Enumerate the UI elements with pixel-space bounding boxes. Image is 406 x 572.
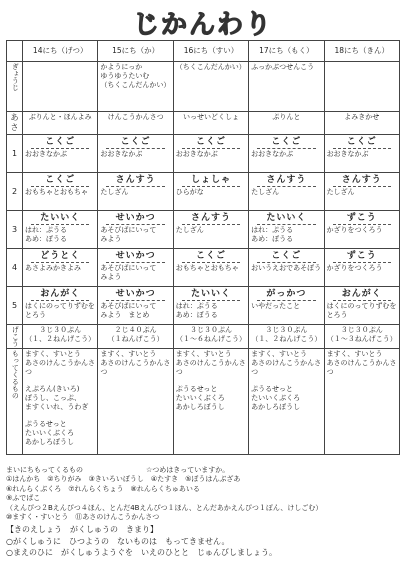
items-cell: ますく、すいとう あさのけんこうかんさつ ぷうるせっと たいいくぶくろ あかしろぼうし bbox=[249, 349, 324, 455]
lesson-subject: たいいく bbox=[31, 213, 89, 225]
lesson-detail: おおきなかぶ bbox=[251, 150, 294, 159]
lesson-subject: ずこう bbox=[333, 251, 391, 263]
page-title: じかんわり bbox=[132, 10, 273, 40]
lesson-subject: せいかつ bbox=[106, 213, 164, 225]
items-cell: ますく、すいとう あさのけんこうかんさつ ぷうるせっと たいいくぶくろ あかしろぼうし bbox=[173, 349, 248, 455]
lesson-subject: しょしゃ bbox=[182, 175, 240, 187]
lesson-cell bbox=[23, 249, 98, 287]
lesson-subject: こくご bbox=[31, 137, 89, 149]
lesson-subject: こくご bbox=[257, 137, 315, 149]
lesson-detail: おもちゃとおもちゃ bbox=[25, 188, 88, 197]
events-cell: ふっかぶつせんこう bbox=[249, 62, 324, 112]
lesson-cell bbox=[173, 135, 248, 173]
header-day-wed: 16にち（すい） bbox=[173, 41, 248, 62]
lesson-detail: あめ：ぼうる bbox=[175, 311, 218, 319]
periods-body bbox=[7, 135, 400, 325]
lesson-subject: たいいく bbox=[182, 289, 240, 301]
lesson-subject: こくご bbox=[182, 137, 240, 149]
lesson-subject: さんすう bbox=[257, 175, 315, 187]
lesson-detail: はれ：ぷうる bbox=[25, 226, 67, 235]
lesson-detail: みよう bbox=[100, 235, 122, 243]
items-row bbox=[7, 349, 400, 455]
lesson-subject: どうとく bbox=[31, 251, 89, 263]
dismissal-cell: ３じ３０ぷん （１、２ねんげこう） bbox=[23, 325, 98, 349]
lesson-cell bbox=[173, 211, 248, 249]
lesson-cell bbox=[249, 135, 324, 173]
lesson-detail: はくにのってりずむをとろう bbox=[25, 302, 95, 319]
lesson-detail: ひらがな bbox=[175, 188, 204, 197]
items-cell: ますく、すいとう あさのけんこうかんさつ bbox=[324, 349, 399, 455]
rules-heading: 【きのえしょう がくしゅうの きまり】 bbox=[6, 525, 158, 534]
lesson-cell bbox=[249, 173, 324, 211]
lesson-cell bbox=[98, 249, 173, 287]
rule-line: ○がくしゅうに ひつようの ないものは もってきません。 bbox=[6, 536, 230, 546]
period-number: 5 bbox=[7, 287, 23, 325]
daily-items-notes bbox=[6, 466, 400, 523]
lesson-cell bbox=[173, 249, 248, 287]
header-day-tue: 15にち（か） bbox=[98, 41, 173, 62]
lesson-subject: こくご bbox=[182, 251, 240, 263]
note-line: ①はんかち ②ちりがみ ③きいろいぼうし ④たすき ⑤ぼうはんぶざあ bbox=[6, 475, 241, 484]
lesson-cell bbox=[23, 211, 98, 249]
lesson-cell bbox=[249, 211, 324, 249]
lesson-cell bbox=[23, 135, 98, 173]
items-cell: ますく、すいとう あさのけんこうかんさつ bbox=[98, 349, 173, 455]
events-cell bbox=[23, 62, 98, 112]
morning-cell: よみきかせ bbox=[324, 112, 399, 135]
lesson-detail: たしざん bbox=[175, 226, 204, 235]
lesson-subject: こくご bbox=[106, 137, 164, 149]
lesson-cell bbox=[324, 287, 399, 325]
lesson-subject: こくご bbox=[31, 175, 89, 187]
lesson-detail: あめ：ぼうる bbox=[25, 235, 67, 243]
lesson-detail: はれ：ぷうる bbox=[251, 226, 294, 235]
lesson-subject: こくご bbox=[333, 137, 391, 149]
lesson-cell bbox=[98, 173, 173, 211]
lesson-cell bbox=[324, 249, 399, 287]
lesson-cell bbox=[23, 173, 98, 211]
lesson-detail: みよう bbox=[100, 273, 122, 281]
lesson-cell bbox=[98, 135, 173, 173]
lesson-cell bbox=[98, 287, 173, 325]
lesson-detail: おもちゃとおもちゃ bbox=[175, 264, 239, 273]
note-line: ⑥れんらくぶくろ ⑦れんらくちょう ⑧れんらくちゅあいる bbox=[6, 484, 200, 493]
lesson-subject: おんがく bbox=[333, 289, 391, 301]
lesson-detail: はくにのってりずむをとろう bbox=[326, 302, 397, 319]
learning-rules bbox=[6, 524, 400, 559]
dismissal-cell: ２じ４０ぷん （１ねんげこう） bbox=[98, 325, 173, 349]
morning-cell: いっせいどくしょ bbox=[173, 112, 248, 135]
lesson-detail: おおきなかぶ bbox=[25, 150, 67, 159]
lesson-cell bbox=[249, 287, 324, 325]
header-day-thu: 17にち（もく） bbox=[249, 41, 324, 62]
lesson-detail: あそびばにいって bbox=[100, 226, 157, 235]
period-row bbox=[7, 249, 400, 287]
lesson-subject: さんすう bbox=[333, 175, 391, 187]
events-cell: （ちくこんだんかい） bbox=[173, 62, 248, 112]
dismissal-row bbox=[7, 325, 400, 349]
lesson-subject: ずこう bbox=[333, 213, 391, 225]
events-row bbox=[7, 62, 400, 112]
items-label: もってくるもの bbox=[7, 349, 23, 455]
lesson-cell bbox=[23, 287, 98, 325]
lesson-subject: おんがく bbox=[31, 289, 89, 301]
lesson-subject: がっかつ bbox=[257, 289, 315, 301]
period-row bbox=[7, 135, 400, 173]
lesson-cell bbox=[249, 249, 324, 287]
lesson-detail: たしざん bbox=[251, 188, 280, 197]
period-row bbox=[7, 211, 400, 249]
lesson-detail: かざりをつくろう bbox=[326, 226, 383, 235]
morning-cell: けんこうかんさつ bbox=[98, 112, 173, 135]
lesson-detail: おおきなかぶ bbox=[326, 150, 369, 159]
dismissal-cell: ３じ３０ぷん （１、２ねんげこう） bbox=[249, 325, 324, 349]
items-cell: ますく、すいとう あさのけんこうかんさつ えぷろん(きいろ) ぼうし、こっぷ、 ますくいれ、うわぎ ぷうるせっと たいいくぶくろ あかしろぼうし bbox=[23, 349, 98, 455]
morning-row bbox=[7, 112, 400, 135]
period-row bbox=[7, 173, 400, 211]
rule-line: ○まえのひに がくしゅうようぐを いえのひとと じゅんびしましょう。 bbox=[6, 548, 277, 558]
header-corner bbox=[7, 41, 23, 62]
morning-cell: ぶりんと・ほんよみ bbox=[23, 112, 98, 135]
note-line: ⑨ふでばこ bbox=[6, 494, 41, 503]
lesson-detail: あさよみかきよみ bbox=[25, 264, 81, 273]
morning-cell: ぷりんと bbox=[249, 112, 324, 135]
period-number: 2 bbox=[7, 173, 23, 211]
lesson-detail: はれ：ぷうる bbox=[175, 302, 218, 311]
lesson-detail: おいうえおであそぼう bbox=[251, 264, 322, 273]
lesson-subject: せいかつ bbox=[106, 289, 164, 301]
lesson-cell bbox=[173, 287, 248, 325]
period-number: 1 bbox=[7, 135, 23, 173]
dismissal-cell: ３じ３０ぷん （１～３ねんげこう） bbox=[324, 325, 399, 349]
period-row bbox=[7, 287, 400, 325]
lesson-cell bbox=[173, 173, 248, 211]
period-number: 3 bbox=[7, 211, 23, 249]
header-day-mon: 14にち（げつ） bbox=[23, 41, 98, 62]
lesson-cell bbox=[98, 211, 173, 249]
events-label: ぎょうじ bbox=[7, 62, 23, 112]
period-number: 4 bbox=[7, 249, 23, 287]
lesson-subject: たいいく bbox=[257, 213, 315, 225]
lesson-detail: あそびばにいって bbox=[100, 264, 157, 273]
lesson-subject: さんすう bbox=[182, 213, 240, 225]
lesson-detail: おおきなかぶ bbox=[175, 150, 218, 159]
header-row bbox=[7, 41, 400, 62]
lesson-cell bbox=[324, 173, 399, 211]
lesson-subject: さんすう bbox=[106, 175, 164, 187]
dismissal-label: げこう bbox=[7, 325, 23, 349]
lesson-detail: かざりをつくろう bbox=[326, 264, 383, 273]
note-line: ⑩ますく・すいとう ⑪あさのけんこうかんさつ bbox=[6, 513, 160, 522]
lesson-detail: たしざん bbox=[326, 188, 355, 197]
lesson-detail: あめ：ぼうる bbox=[251, 235, 294, 243]
lesson-detail: あそびばにいって bbox=[100, 302, 157, 311]
lesson-detail: みよう まとめ bbox=[100, 311, 150, 319]
morning-label: あさ bbox=[7, 112, 23, 135]
lesson-subject: こくご bbox=[257, 251, 315, 263]
header-day-fri: 18にち（きん） bbox=[324, 41, 399, 62]
timetable bbox=[6, 40, 400, 455]
lesson-detail: たしざん bbox=[100, 188, 129, 197]
lesson-detail: いやだったこと bbox=[251, 302, 301, 311]
lesson-cell bbox=[324, 135, 399, 173]
dismissal-cell: ３じ３０ぷん （１～６ねんげこう） bbox=[173, 325, 248, 349]
lesson-subject: せいかつ bbox=[106, 251, 164, 263]
note-line: まいにちもってくるもの ☆つめはきっていますか。 bbox=[6, 466, 230, 474]
lesson-cell bbox=[324, 211, 399, 249]
note-line: （えんぴつ２Bえんぴつ４ほん、とんだ4Bえんぴつ１ほん、とんだあかえんぴつ１ぽん、けしごむ） bbox=[6, 503, 323, 512]
lesson-detail: おおきなかぶ bbox=[100, 150, 143, 159]
events-cell: かようにっか ゆうゆうたいむ （ちくこんだんかい） bbox=[98, 62, 173, 112]
events-cell bbox=[324, 62, 399, 112]
